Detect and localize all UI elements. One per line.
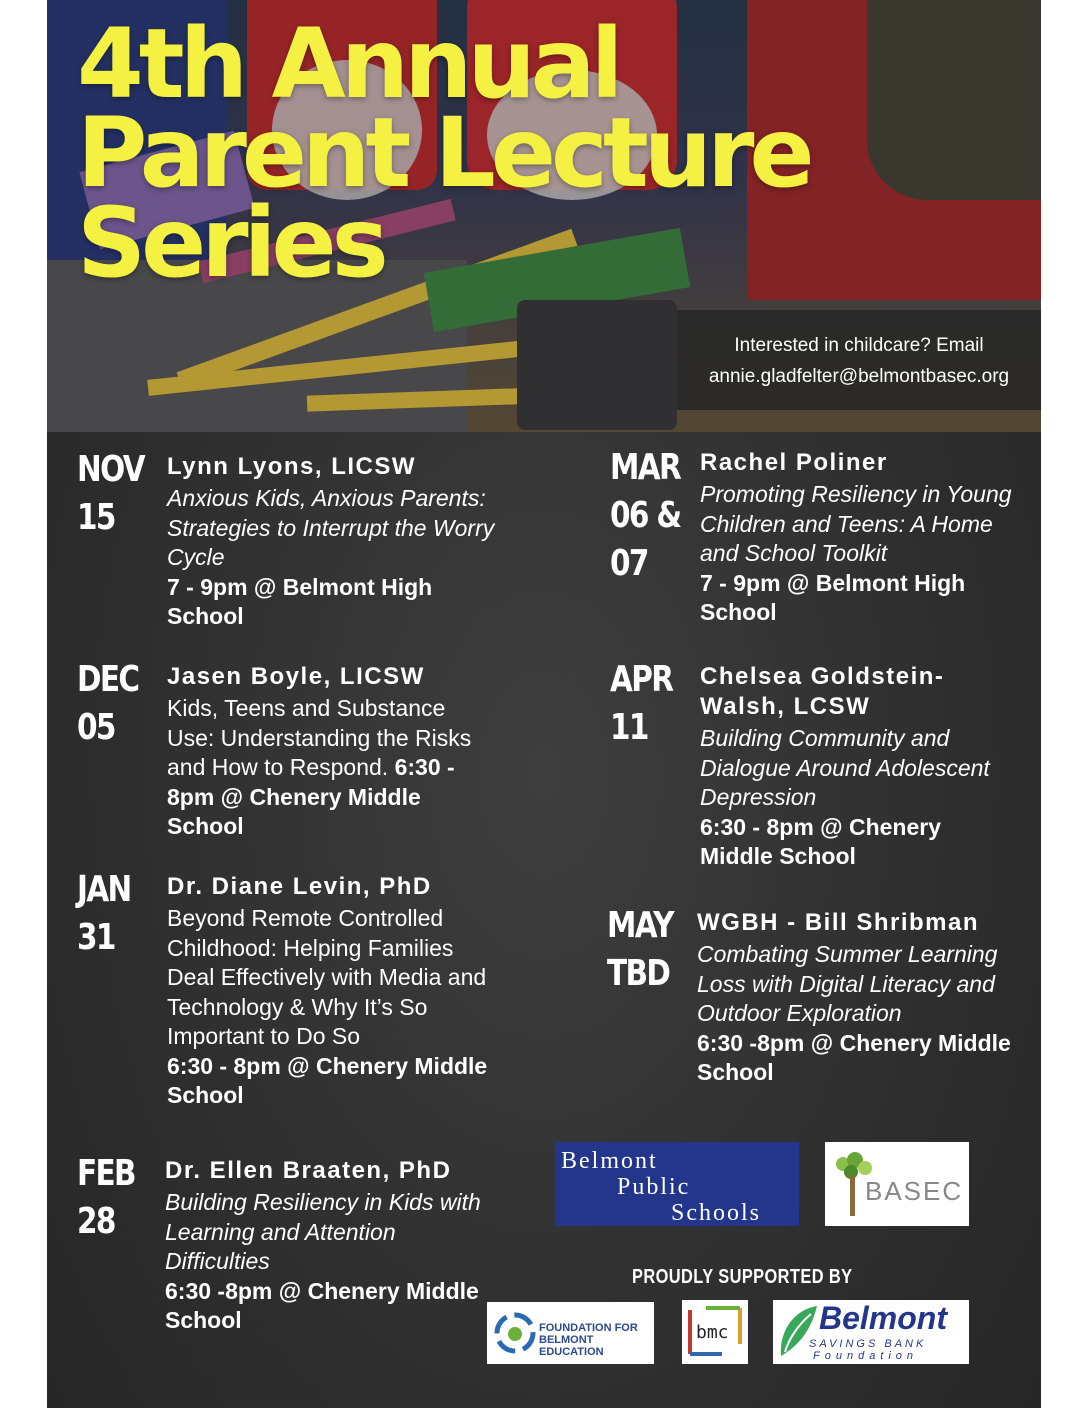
event-date <box>77 866 131 962</box>
event-month: FEB <box>77 1153 135 1194</box>
fbe-logo-line-1: FOUNDATION FOR <box>539 1322 638 1334</box>
basec-logo-text: BASEC <box>865 1176 964 1206</box>
event-speaker: Dr. Diane Levin, PhD <box>167 873 432 900</box>
title-line-1: 4th Annual <box>77 8 619 120</box>
event-time-location: 6:30 - 8pm @ Chenery Middle School <box>167 754 455 839</box>
bps-logo-line-2: Public <box>617 1174 691 1200</box>
event-month: NOV <box>77 449 144 490</box>
event-date <box>607 902 673 998</box>
bps-logo-line-3: Schools <box>671 1200 762 1226</box>
bsb-logo-name: Belmont <box>819 1300 947 1336</box>
event-title: Anxious Kids, Anxious Parents: Strategies to Interrupt the Worry Cycle <box>167 485 495 570</box>
belmont-public-schools-logo <box>555 1142 799 1226</box>
event-date <box>77 446 144 542</box>
event-month: APR <box>610 659 673 700</box>
title-line-2: Parent Lecture <box>77 97 810 210</box>
event-month: DEC <box>77 659 139 700</box>
event-date <box>610 444 681 588</box>
event-speaker: Jasen Boyle, LICSW <box>167 663 425 690</box>
event-day-2: 07 <box>610 543 648 584</box>
poster <box>47 0 1041 1408</box>
event-time-location: 7 - 9pm @ Belmont High School <box>700 569 966 625</box>
supported-by-heading: PROUDLY SUPPORTED BY <box>632 1266 853 1288</box>
event-time-location: 7 - 9pm @ Belmont High School <box>167 573 433 629</box>
belmont-savings-bank-foundation-logo <box>773 1300 969 1364</box>
childcare-email[interactable]: annie.gladfelter@belmontbasec.org <box>708 366 1010 387</box>
event-day: 28 <box>77 1201 115 1242</box>
bmc-logo <box>682 1300 748 1364</box>
bps-logo-line-1: Belmont <box>561 1148 658 1174</box>
event-title: Combating Summer Learning Loss with Digital Literacy and Outdoor Exploration <box>697 941 998 1026</box>
event-day: TBD <box>607 953 670 994</box>
event-time-location: 6:30 - 8pm @ Chenery Middle School <box>167 1052 488 1108</box>
event-speaker: Dr. Ellen Braaten, PhD <box>165 1157 452 1184</box>
event-time-location: 6:30 -8pm @ Chenery Middle School <box>697 1029 1011 1085</box>
event-month: MAR <box>610 447 681 488</box>
event-day: 31 <box>77 917 115 958</box>
event-month: JAN <box>77 869 131 910</box>
event-title: Promoting Resiliency in Young Children and Teens: A Home and School Toolkit <box>700 481 1012 566</box>
event-title: Building Resiliency in Kids with Learning and Attention Difficulties <box>165 1189 481 1274</box>
event-time-location: 6:30 -8pm @ Chenery Middle School <box>165 1277 479 1333</box>
title-line-3: Series <box>77 186 384 299</box>
fbe-logo-line-2: BELMONT EDUCATION <box>539 1334 604 1358</box>
bsb-logo-line-3: Foundation <box>813 1350 919 1362</box>
bsb-logo-line-2: SAVINGS BANK <box>809 1338 927 1350</box>
event-title: Building Community and Dialogue Around Adolescent Depression <box>700 725 990 810</box>
event-title: Kids, Teens and Substance Use: Understanding the Risks and How to Respond. <box>167 695 472 780</box>
event-day: 05 <box>77 707 115 748</box>
event-day: 15 <box>77 497 115 538</box>
event-day: 06 & <box>610 495 681 536</box>
event-month: MAY <box>607 905 673 946</box>
apple-circle-icon <box>493 1311 537 1355</box>
childcare-text: Interested in childcare? Email <box>734 335 984 356</box>
poster-title <box>77 8 810 299</box>
event-speaker: WGBH - Bill Shribman <box>697 909 979 936</box>
childcare-box <box>677 310 1041 410</box>
hero-photo <box>47 0 1041 432</box>
event-date <box>610 656 672 752</box>
event-speaker: Lynn Lyons, LICSW <box>167 453 417 480</box>
event-time-location: 6:30 - 8pm @ Chenery Middle School <box>700 813 942 869</box>
event-day: 11 <box>610 707 648 748</box>
event-title: Beyond Remote Controlled Childhood: Helping Families Deal Effectively with Media and Technology & Why It’s So Important to Do So <box>167 905 487 1049</box>
event-date <box>77 656 138 752</box>
bmc-logo-text: bmc <box>696 1322 729 1343</box>
event-speaker: Chelsea Goldstein-Walsh, LCSW <box>700 663 945 720</box>
basec-logo <box>825 1142 969 1226</box>
foundation-for-belmont-education-logo <box>487 1302 654 1364</box>
event-date <box>77 1150 135 1246</box>
event-speaker: Rachel Poliner <box>700 449 888 476</box>
